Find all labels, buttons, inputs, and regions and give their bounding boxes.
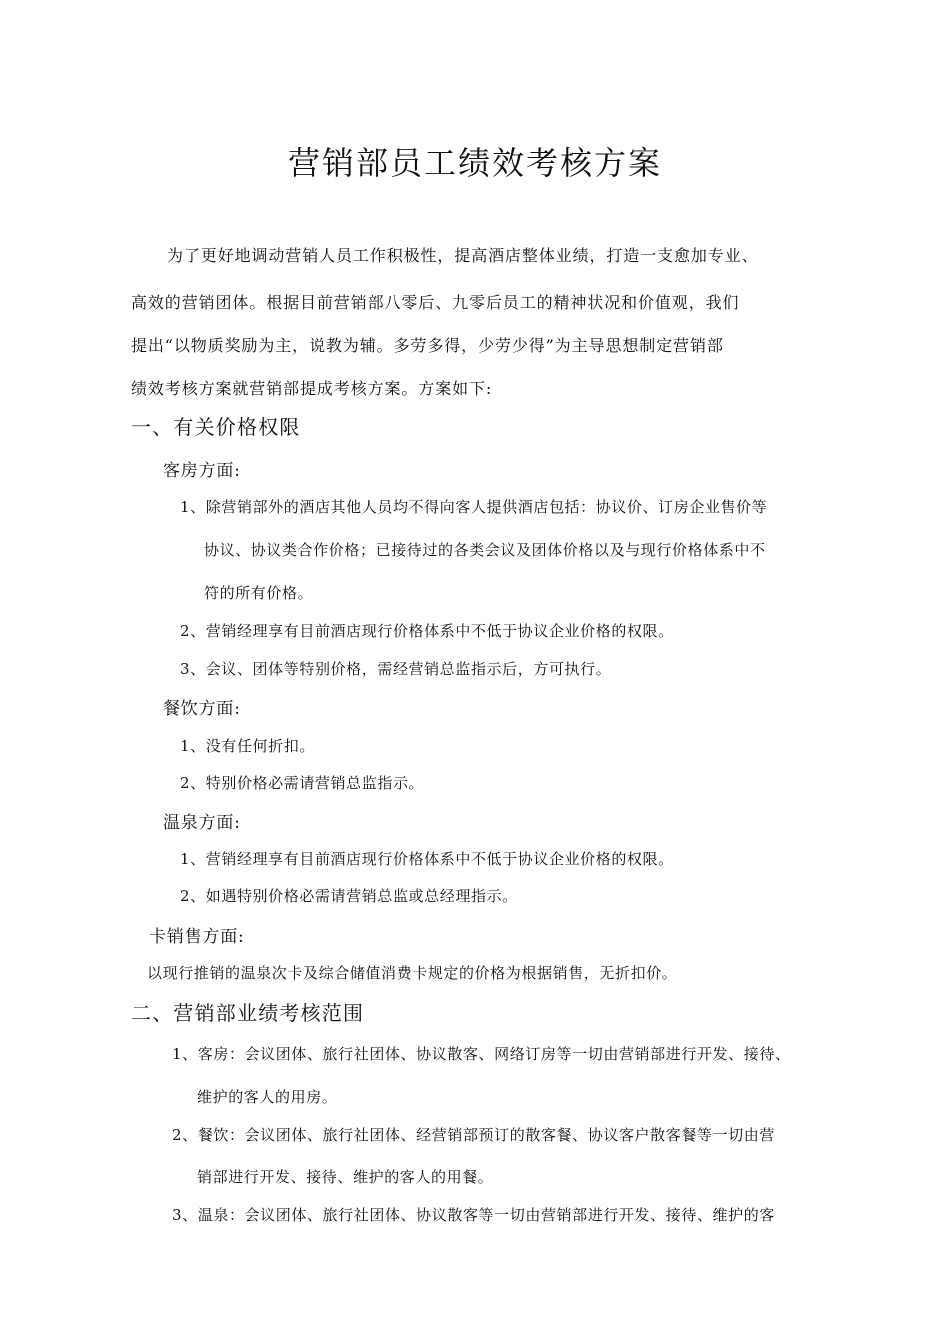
rooms-heading: 客房方面: — [163, 461, 241, 481]
spring-item-2: 2、如遇特别价格必需请营销总监或总经理指示。 — [180, 887, 518, 905]
scope-item-2-line-2: 销部进行开发、接待、维护的客人的用餐。 — [197, 1168, 494, 1186]
intro-line-1: 为了更好地调动营销人员工作积极性，提高酒店整体业绩，打造一支愈加专业、 — [167, 246, 759, 265]
dining-item-1: 1、没有任何折扣。 — [180, 737, 315, 755]
scope-item-2-line-1: 2、餐饮：会议团体、旅行社团体、经营销部预订的散客餐、协议客户散客餐等一切由营 — [172, 1126, 775, 1144]
scope-item-1-line-1: 1、客房：会议团体、旅行社团体、协议散客、网络订房等一切由营销部进行开发、接待、 — [172, 1045, 791, 1063]
intro-line-2: 高效的营销团体。根据目前营销部八零后、九零后员工的精神状况和价值观，我们 — [131, 293, 740, 312]
section2-heading: 二、营销部业绩考核范围 — [131, 1001, 365, 1025]
spring-heading: 温泉方面: — [163, 813, 241, 833]
rooms-item-3: 3、会议、团体等特别价格，需经营销总监指示后，方可执行。 — [180, 660, 612, 678]
card-text: 以现行推销的温泉次卡及综合储值消费卡规定的价格为根据销售，无折扣价。 — [147, 964, 678, 982]
scope-item-1-line-2: 维护的客人的用房。 — [197, 1088, 338, 1106]
rooms-item-1-line-3: 符的所有价格。 — [204, 584, 314, 602]
document-title: 营销部员工绩效考核方案 — [287, 144, 662, 182]
rooms-item-2: 2、营销经理享有目前酒店现行价格体系中不低于协议企业价格的权限。 — [180, 622, 674, 640]
dining-item-2: 2、特别价格必需请营销总监指示。 — [180, 774, 425, 792]
rooms-item-1-line-2: 协议、协议类合作价格；已接待过的各类会议及团体价格以及与现行价格体系中不 — [204, 541, 766, 559]
card-heading: 卡销售方面: — [149, 927, 245, 947]
intro-line-4: 绩效考核方案就营销部提成考核方案。方案如下: — [131, 379, 493, 398]
rooms-item-1-line-1: 1、除营销部外的酒店其他人员均不得向客人提供酒店包括：协议价、订房企业售价等 — [180, 498, 768, 516]
intro-line-3: 提出“以物质奖励为主，说教为辅。多劳多得，少劳少得”为主导思想制定营销部 — [131, 336, 724, 355]
section1-heading: 一、有关价格权限 — [131, 415, 301, 439]
dining-heading: 餐饮方面: — [163, 699, 241, 719]
scope-item-3-line-1: 3、温泉：会议团体、旅行社团体、协议散客等一切由营销部进行开发、接待、维护的客 — [172, 1206, 775, 1224]
spring-item-1: 1、营销经理享有目前酒店现行价格体系中不低于协议企业价格的权限。 — [180, 850, 674, 868]
